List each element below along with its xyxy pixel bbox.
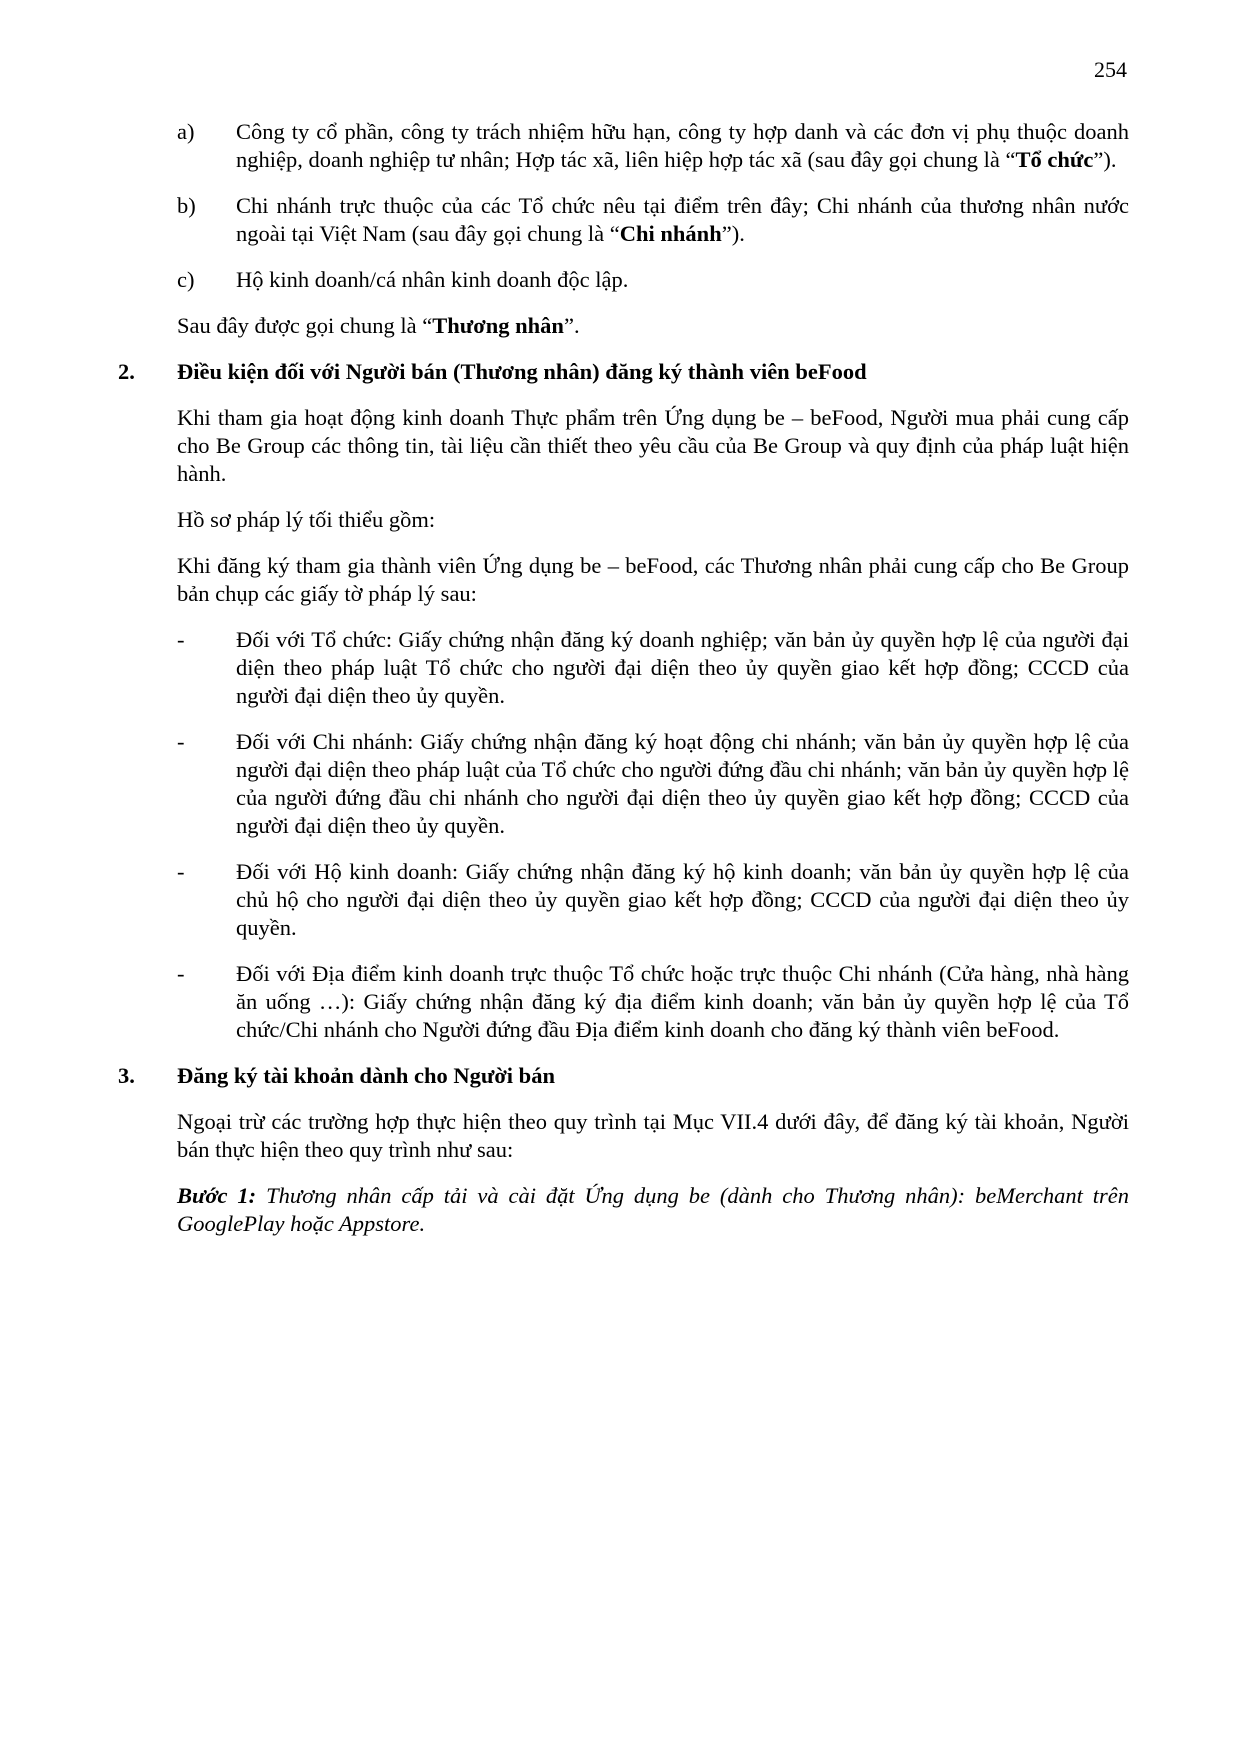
list-marker: b) [177, 193, 196, 218]
bullet-dash: - [177, 627, 185, 652]
step-1-paragraph [0, 1182, 1241, 1238]
bullet-text: Đối với Địa điểm kinh doanh trực thuộc Tổ chức hoặc trực thuộc Chi nhánh (Cửa hàng, nhà hàng ăn uống …): Giấy chứng nhận đăng ký địa điểm kinh doanh; văn bản ủy quyền hợp lệ của Tổ chức/Chi nhánh cho Người đứng đầu Địa điểm kinh doanh cho đăng ký thành viên beFood. [236, 961, 1129, 1042]
document-body [0, 118, 1241, 1256]
list-item-text: Hộ kinh doanh/cá nhân kinh doanh độc lập. [236, 267, 629, 292]
paragraph: Khi tham gia hoạt động kinh doanh Thực phẩm trên Ứng dụng be – beFood, Người mua phải cung cấp cho Be Group các thông tin, tài liệu cần thiết theo yêu cầu của Be Group và quy định của pháp luật hiện hành. [177, 405, 1129, 486]
bullet-item [0, 626, 1241, 710]
list-marker: a) [177, 119, 195, 144]
bullet-text: Đối với Tổ chức: Giấy chứng nhận đăng ký doanh nghiệp; văn bản ủy quyền hợp lệ của người đại diện theo pháp luật Tổ chức cho người đại diện theo ủy quyền giao kết hợp đồng; CCCD của người đại diện theo ủy quyền. [236, 627, 1129, 708]
defined-term: Tổ chức [1015, 147, 1094, 172]
step-text: Thương nhân cấp tải và cài đặt Ứng dụng be (dành cho Thương nhân): beMerchant trên GooglePlay hoặc Appstore. [177, 1183, 1129, 1236]
list-item-a [0, 118, 1241, 174]
bullet-dash: - [177, 961, 185, 986]
list-item-text: Chi nhánh trực thuộc của các Tổ chức nêu tại điểm trên đây; Chi nhánh của thương nhân nước ngoài tại Việt Nam (sau đây gọi chung là “ [236, 193, 1129, 246]
bullet-text: Đối với Hộ kinh doanh: Giấy chứng nhận đăng ký hộ kinh doanh; văn bản ủy quyền hợp lệ của chủ hộ cho người đại diện theo ủy quyền giao kết hợp đồng; CCCD của người đại diện theo ủy quyền. [236, 859, 1129, 940]
list-item-text-end: ”). [1093, 147, 1117, 172]
list-item-text-end: ”). [721, 221, 745, 246]
bullet-dash: - [177, 859, 185, 884]
section-3-heading [0, 1062, 1241, 1090]
summary-text: Sau đây được gọi chung là “ [177, 313, 433, 338]
summary-text-end: ”. [563, 313, 580, 338]
list-marker: c) [177, 267, 195, 292]
bullet-item [0, 960, 1241, 1044]
list-item-b [0, 192, 1241, 248]
section-2-heading [0, 358, 1241, 386]
paragraph: Ngoại trừ các trường hợp thực hiện theo quy trình tại Mục VII.4 dưới đây, để đăng ký tài khoản, Người bán thực hiện theo quy trình như sau: [177, 1109, 1129, 1162]
list-item-text: Công ty cổ phần, công ty trách nhiệm hữu hạn, công ty hợp danh và các đơn vị phụ thuộc doanh nghiệp, doanh nghiệp tư nhân; Hợp tác xã, liên hiệp hợp tác xã (sau đây gọi chung là “ [236, 119, 1129, 172]
list-item-c [0, 266, 1241, 294]
section-number: 3. [118, 1063, 135, 1088]
defined-term: Chi nhánh [619, 221, 722, 246]
summary-paragraph [0, 312, 1241, 340]
bullet-item [0, 858, 1241, 942]
bullet-dash: - [177, 729, 185, 754]
defined-term: Thương nhân [432, 313, 564, 338]
section-number: 2. [118, 359, 135, 384]
paragraph: Hồ sơ pháp lý tối thiểu gồm: [177, 507, 436, 532]
bullet-item [0, 728, 1241, 840]
section-title: Đăng ký tài khoản dành cho Người bán [177, 1063, 555, 1088]
section-title: Điều kiện đối với Người bán (Thương nhân) đăng ký thành viên beFood [177, 359, 867, 384]
page-number: 254 [1094, 57, 1127, 82]
step-label: Bước 1: [177, 1183, 257, 1208]
paragraph: Khi đăng ký tham gia thành viên Ứng dụng be – beFood, các Thương nhân phải cung cấp cho Be Group bản chụp các giấy tờ pháp lý sau: [177, 553, 1129, 606]
bullet-text: Đối với Chi nhánh: Giấy chứng nhận đăng ký hoạt động chi nhánh; văn bản ủy quyền hợp lệ của người đại diện theo pháp luật của Tổ chức cho người đứng đầu chi nhánh; văn bản ủy quyền hợp lệ của người đứng đầu chi nhánh cho người đại diện theo ủy quyền giao kết hợp đồng; CCCD của người đại diện theo ủy quyền. [236, 729, 1129, 838]
